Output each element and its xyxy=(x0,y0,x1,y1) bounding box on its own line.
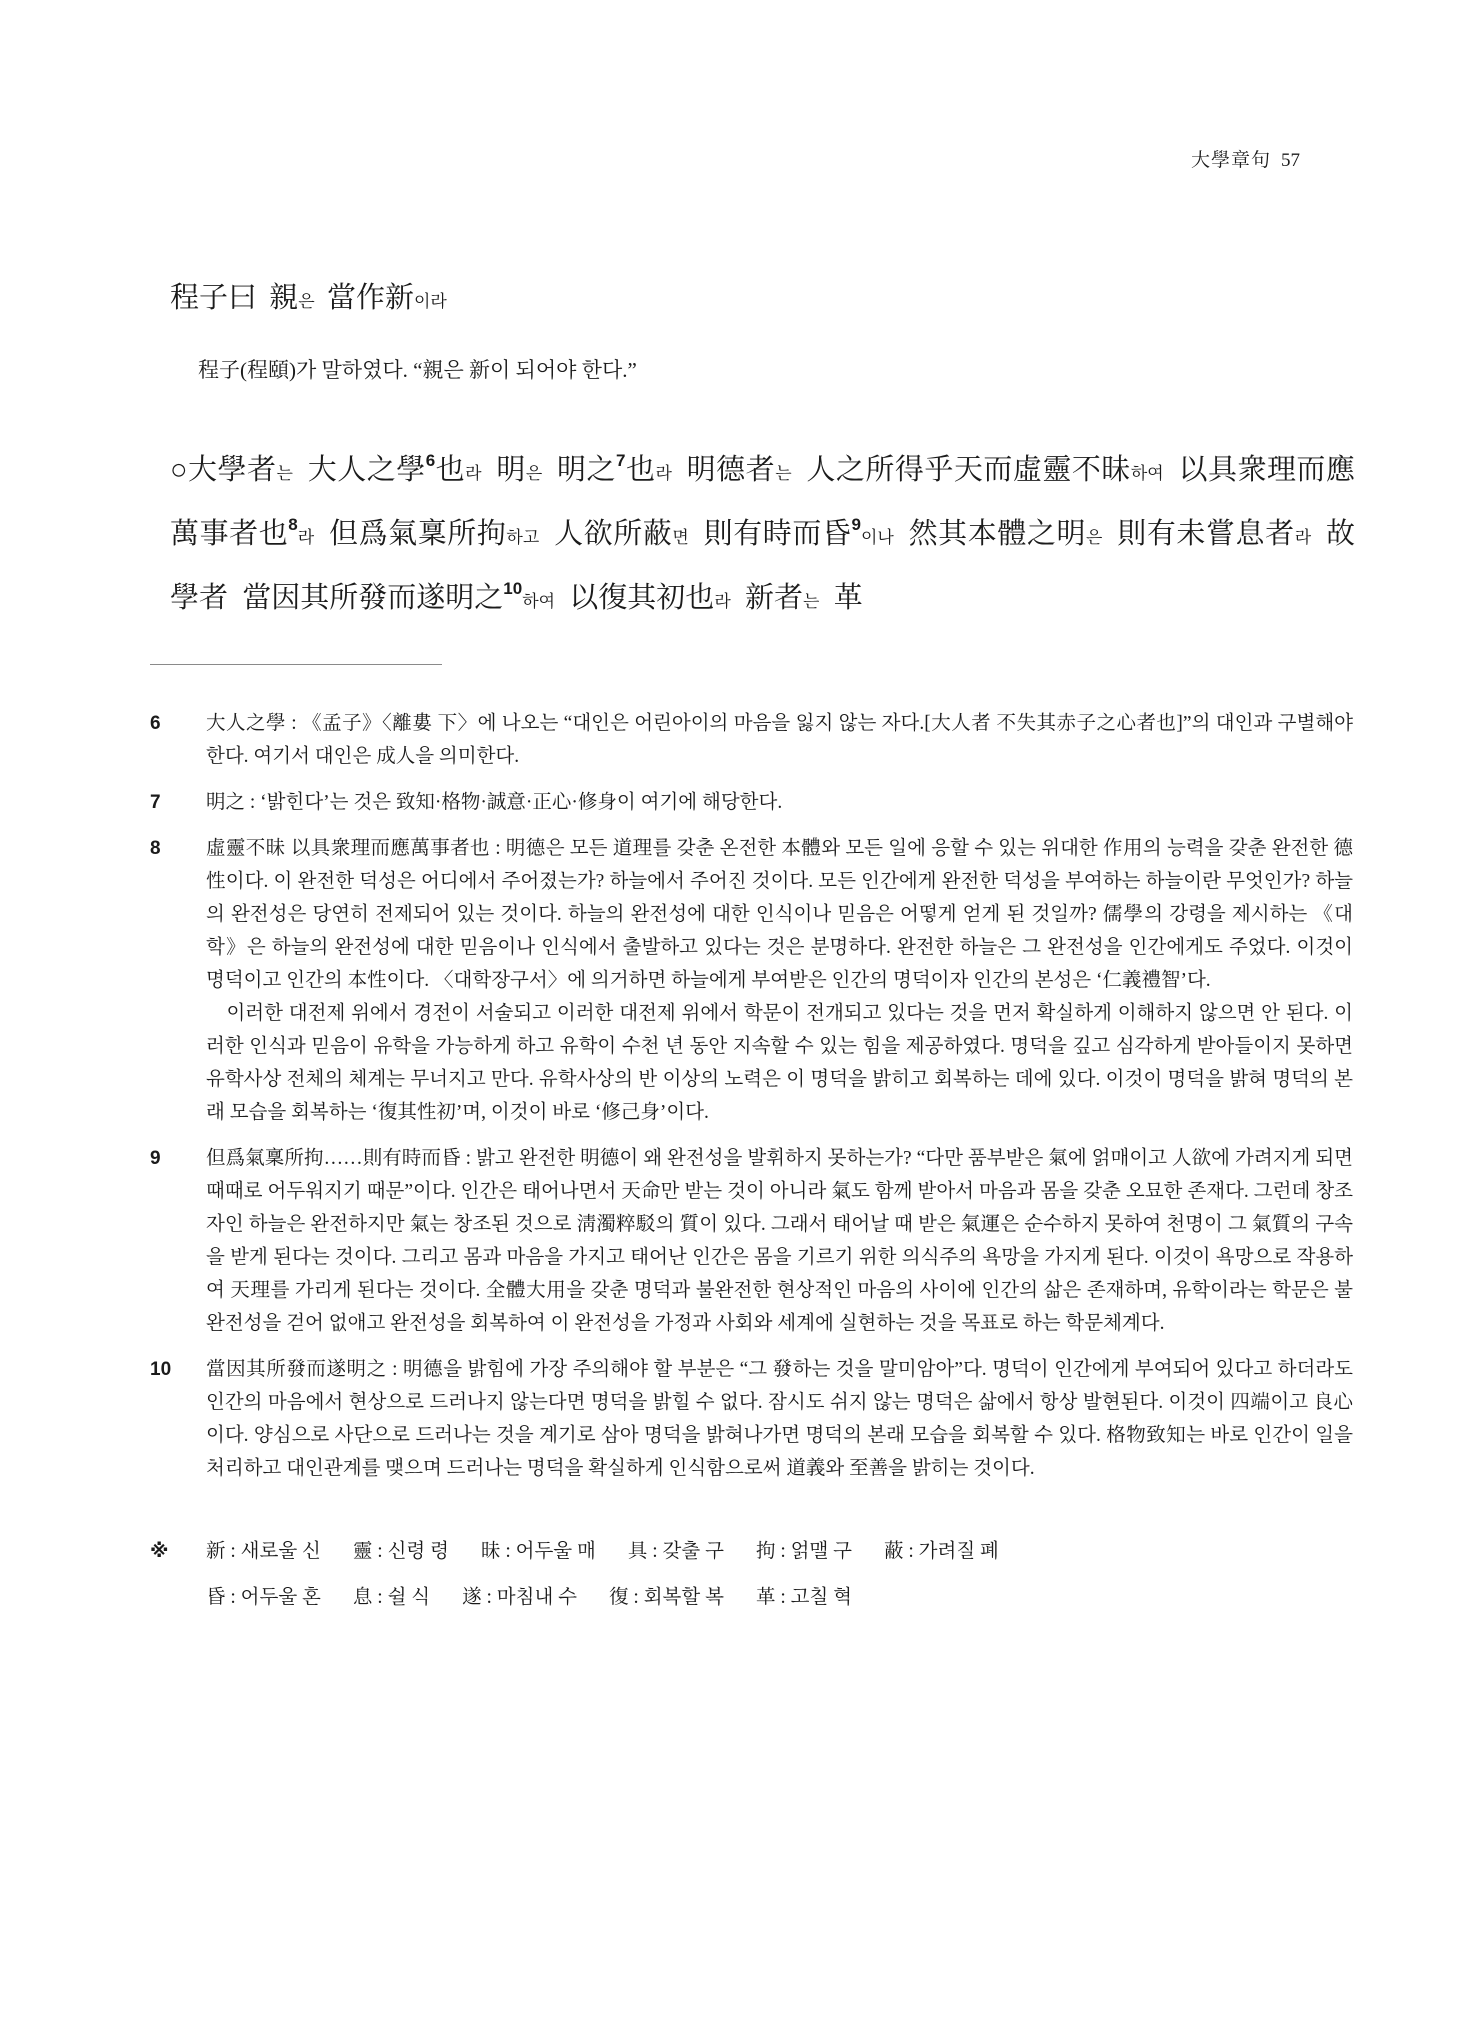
hangul-particle: 라 xyxy=(655,464,672,483)
footnote-text xyxy=(206,832,1353,1129)
hanja-text: 明德者 xyxy=(671,454,776,486)
glossary-entry: 拘 : 얽맬 구 xyxy=(755,1541,852,1562)
footnote-text xyxy=(206,786,1353,819)
glossary-lines xyxy=(206,1529,1381,1621)
hangul-particle: 는 xyxy=(803,592,820,611)
hanja-text: 然其本體之明 xyxy=(893,518,1087,550)
hangul-particle: 은 xyxy=(1086,528,1103,547)
glossary-marker-icon: ※ xyxy=(150,1541,169,1562)
hangul-particle: 하고 xyxy=(506,528,540,547)
glossary-entry: 昏 : 어두울 혼 xyxy=(206,1587,321,1608)
hangul-particle: 하여 xyxy=(522,592,556,611)
glossary-entry: 遂 : 마침내 수 xyxy=(462,1587,578,1608)
hanja-text: 以復其初也 xyxy=(555,582,715,614)
footnote-number: 7 xyxy=(150,792,161,813)
hanja-text: 但爲氣稟所拘 xyxy=(314,518,507,550)
hanja-text: 人欲所蔽 xyxy=(539,518,673,550)
footnote-text xyxy=(206,1142,1353,1340)
footnote xyxy=(150,1142,1353,1340)
hangul-particle: 는 xyxy=(276,464,293,483)
footnote-paragraph: 虛靈不昧 以具衆理而應萬事者也 : 明德은 모든 道理를 갖춘 온전한 本體와 모든 일에 응할 수 있는 위대한 作用의 능력을 갖춘 완전한 德性이다. 이 완전한 덕성은 어디에서 주어졌는가? 하늘에서 주어진 것이다. 모든 인간에게 완전한 덕성을 부여하는 하늘이란 무엇인가? 하늘의 완전성은 당연히 전제되어 있는 것이다. 하늘의 완전성에 대한 인식이나 믿음은 어떻게 얻게 된 것일까? 儒學의 강령을 제시하는 《대학》은 하늘의 완전성에 대한 믿음이나 인식에서 출발하고 있다는 것은 분명하다. 완전한 하늘은 그 완전성을 인간에게도 주었다. 이것이 명덕이고 인간의 本性이다. 〈대학장구서〉에 의거하면 하늘에게 부여받은 인간의 명덕이자 인간의 본성은 ‘仁義禮智’다. xyxy=(206,838,1353,991)
hangul-particle: 라 xyxy=(465,464,482,483)
hanja-text: 也 xyxy=(625,454,656,486)
footnote xyxy=(150,832,1353,1129)
glossary-entry: 蔽 : 가려질 폐 xyxy=(884,1541,999,1562)
hangul-particle: 은 xyxy=(298,292,315,311)
glossary-entry: 復 : 회복할 복 xyxy=(609,1587,724,1608)
glossary-line xyxy=(206,1575,1381,1621)
footnote-paragraph: 當因其所發而遂明之 : 明德을 밝힘에 가장 주의해야 할 부분은 “그 發하는 것을 말미암아”다. 명덕이 인간에게 부여되어 있다고 하더라도 인간의 마음에서 현상으로 드러나지 않는다면 명덕을 밝힐 수 없다. 잠시도 쉬지 않는 명덕은 삶에서 항상 발현된다. 이것이 四端이고 良心이다. 양심으로 사단으로 드러나는 것을 계기로 삼아 명덕을 밝혀나가면 명덕의 본래 모습을 회복할 수 있다. 格物致知는 바로 인간이 일을 처리하고 대인관계를 맺으며 드러나는 명덕을 확실하게 인식함으로써 道義와 至善을 밝히는 것이다. xyxy=(206,1359,1353,1479)
classical-passage xyxy=(170,440,1355,632)
glossary-entry: 新 : 새로울 신 xyxy=(206,1541,321,1562)
classical-quote xyxy=(170,278,1353,322)
hangul-particle: 라 xyxy=(1294,528,1312,547)
hangul-particle: 이라 xyxy=(413,292,447,311)
character-glossary xyxy=(150,1529,1381,1621)
hanja-text: 以具衆理而應萬事者也 xyxy=(170,454,1355,550)
footnote-paragraph: 但爲氣稟所拘……則有時而昏 : 밝고 완전한 明德이 왜 완전성을 발휘하지 못하는가? “다만 품부받은 氣에 얽매이고 人欲에 가려지게 되면 때때로 어두워지기 때문”이다. 인간은 태어나면서 天命만 받는 것이 아니라 氣도 함께 받아서 마음과 몸을 갖춘 오묘한 존재다. 그런데 창조자인 하늘은 완전하지만 氣는 창조된 것으로 淸濁粹駁의 質이 있다. 그래서 태어날 때 받은 氣運은 순수하지 못하여 천명이 그 氣質의 구속을 받게 된다는 것이다. 그리고 몸과 마음을 가지고 태어난 인간은 몸을 기르기 위한 의식주의 욕망을 가지게 된다. 이것이 욕망으로 작용하여 天理를 가리게 된다는 것이다. 全體大用을 갖춘 명덕과 불완전한 현상적인 마음의 사이에 인간의 삶은 존재하며, 유학이라는 학문은 불완전성을 걷어 없애고 완전성을 회복하여 이 완전성을 가정과 사회와 세계에 실현하는 것을 목표로 하는 학문체계다. xyxy=(206,1148,1353,1334)
footnote-paragraph: 이러한 대전제 위에서 경전이 서술되고 이러한 대전제 위에서 학문이 전개되고 있다는 것을 먼저 확실하게 이해하지 않으면 안 된다. 이러한 인식과 믿음이 유학을 가능하게 하고 유학이 수천 년 동안 지속할 수 있는 힘을 제공하였다. 명덕을 깊고 심각하게 받아들이지 못하면 유학사상 전체의 체계는 무너지고 만다. 유학사상의 반 이상의 노력은 이 명덕을 밝히고 회복하는 데에 있다. 이것이 명덕을 밝혀 명덕의 본래 모습을 회복하는 ‘復其性初’며, 이것이 바로 ‘修己身’이다. xyxy=(206,1003,1353,1123)
hanja-text: 則有未嘗息者 xyxy=(1102,518,1295,550)
footnote-number: 6 xyxy=(150,713,161,734)
footnote-ref: 7 xyxy=(616,451,626,471)
hanja-text: 明 xyxy=(481,454,526,486)
footnote xyxy=(150,707,1353,773)
footnote-number: 8 xyxy=(150,838,161,859)
page-number: 57 xyxy=(1281,150,1300,171)
footnote-ref: 8 xyxy=(288,515,298,535)
footnote-paragraph: 明之 : ‘밝힌다’는 것은 致知·格物·誠意·正心·修身이 여기에 해당한다. xyxy=(206,792,783,813)
footnote-ref: 6 xyxy=(425,451,436,471)
page-header xyxy=(0,0,1481,172)
glossary-line xyxy=(206,1529,1381,1575)
glossary-entry: 息 : 쉴 식 xyxy=(352,1587,431,1608)
hangul-particle: 이나 xyxy=(860,528,894,547)
hanja-text: ○大學者 xyxy=(170,454,277,486)
hangul-particle: 하여 xyxy=(1130,464,1164,483)
footnote-text xyxy=(206,707,1353,773)
hanja-text: 當作新 xyxy=(314,282,414,314)
hangul-particle: 면 xyxy=(672,528,689,547)
quote-translation: 程子(程頤)가 말하였다. “親은 新이 되어야 한다.” xyxy=(198,358,637,382)
footnote-number: 9 xyxy=(150,1148,161,1169)
hanja-text: 革 xyxy=(819,582,863,614)
hanja-text: 故學者 當因其所發而遂明之 xyxy=(170,518,1355,614)
hanja-text: 人之所得乎天而虛靈不昧 xyxy=(791,454,1131,486)
footnote xyxy=(150,1353,1353,1485)
hanja-text: 程子曰 親 xyxy=(170,282,299,314)
footnote-ref: 9 xyxy=(851,515,861,535)
footnote-separator xyxy=(150,664,442,665)
hangul-particle: 은 xyxy=(525,464,543,483)
glossary-entry: 具 : 갖출 구 xyxy=(627,1541,724,1562)
hanja-text: 大人之學 xyxy=(292,454,426,486)
hanja-text: 也 xyxy=(435,454,466,486)
hangul-particle: 는 xyxy=(775,464,792,483)
glossary-entry: 靈 : 신령 령 xyxy=(352,1541,449,1562)
running-title: 大學章句 xyxy=(1190,150,1271,171)
glossary-entry: 革 : 고칠 혁 xyxy=(755,1587,852,1608)
footnote xyxy=(150,786,1353,819)
footnote-text xyxy=(206,1353,1353,1485)
glossary-entry: 昧 : 어두울 매 xyxy=(480,1541,596,1562)
hanja-text: 明之 xyxy=(542,454,617,486)
footnote-ref: 10 xyxy=(503,579,523,599)
footnote-number: 10 xyxy=(150,1359,172,1380)
hanja-text: 則有時而昏 xyxy=(688,518,852,550)
footnotes-section xyxy=(150,707,1353,1485)
hanja-text: 新者 xyxy=(730,582,804,614)
hangul-particle: 라 xyxy=(714,592,731,611)
hangul-particle: 라 xyxy=(297,528,315,547)
footnote-paragraph: 大人之學 : 《孟子》〈離婁 下〉에 나오는 “대인은 어린아이의 마음을 잃지 않는 자다.[大人者 不失其赤子之心者也]”의 대인과 구별해야 한다. 여기서 대인은 成人을 의미한다. xyxy=(206,713,1353,767)
